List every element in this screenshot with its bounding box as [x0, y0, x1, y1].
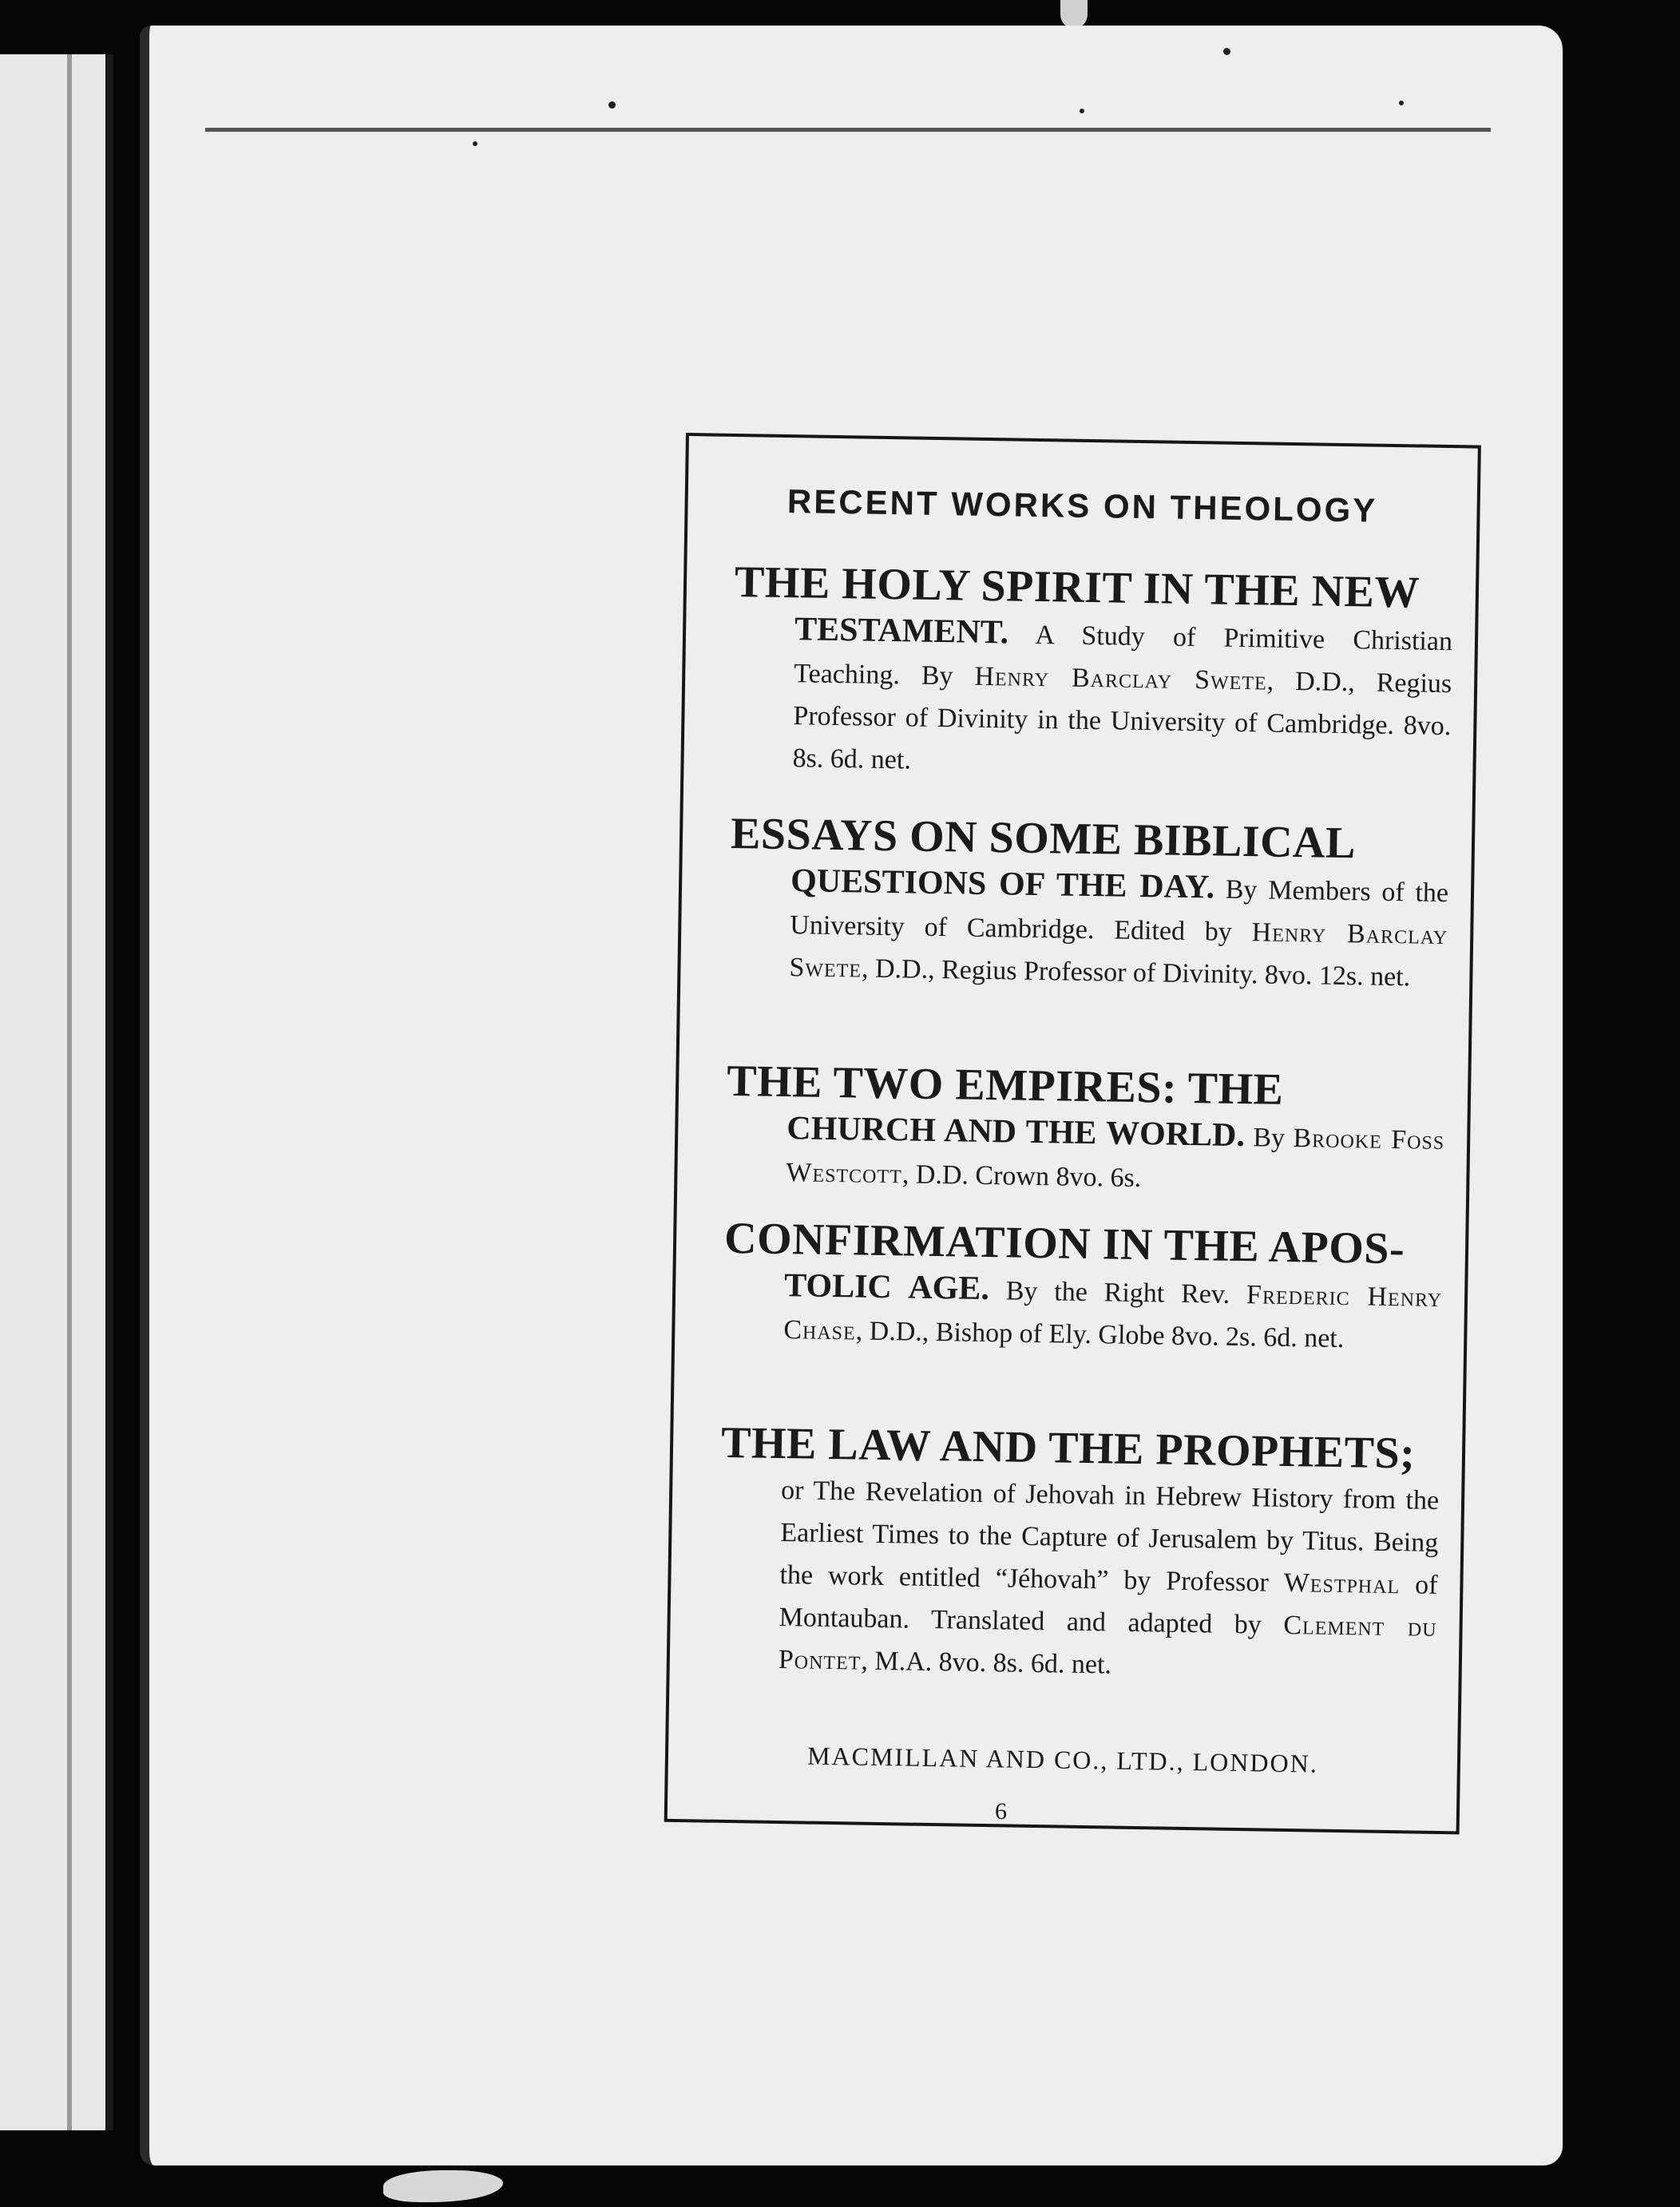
book-entry — [728, 808, 1449, 999]
book-author: Brooke Foss Westcott — [786, 1123, 1445, 1190]
book-title: ESSAYS ON SOME BIBLICAL — [730, 808, 1357, 869]
book-author: Henry Barclay Swete — [974, 661, 1267, 696]
book-entry — [717, 1417, 1440, 1691]
page-number: 6 — [995, 1798, 1007, 1825]
book-description: TOLIC AGE. By the Right Rev. Frederic Henry Chase, D.D., Bishop of Ely. Globe 8vo. 2s. 6d. net. — [783, 1267, 1443, 1354]
facing-page-edge — [0, 54, 113, 2130]
book-title: CONFIRMATION IN THE APOS- — [723, 1213, 1405, 1274]
book-subtitle: TESTAMENT. — [794, 611, 1009, 652]
book-description: TESTAMENT. A Study of Primitive Christian Teaching. By Henry Barclay Swete, D.D., Regius Professor of Divinity in the University of Cambridge. 8vo. 8s. 6d. net. — [792, 611, 1453, 775]
ad-heading: RECENT WORKS ON THEOLOGY — [787, 482, 1378, 529]
page — [140, 26, 1563, 2165]
advertisement-box — [664, 433, 1481, 1834]
book-entry — [731, 557, 1453, 790]
book-entry — [723, 1213, 1444, 1361]
book-description: CHURCH AND THE WORLD. By Brooke Foss Westcott, D.D. Crown 8vo. 6s. — [786, 1110, 1445, 1194]
book-subtitle: CHURCH AND THE WORLD. — [786, 1110, 1246, 1155]
top-edge-rule — [205, 128, 1491, 132]
book-description: or The Revelation of Jehovah in Hebrew History from the Earliest Times to the Capture of Jerusalem by Titus. Being the work entitled “Jéhovah” by Professor Westphal of Montauban. Translated and adapted by Clement du Pontet, M.A. 8vo. 8s. 6d. net. — [778, 1476, 1440, 1680]
paper-tear — [1060, 0, 1088, 29]
book-description: QUESTIONS OF THE DAY. By Members of the University of Cambridge. Edited by Henry Barclay Swete, D.D., Regius Professor of Divinity. 8vo. 12s. net. — [789, 862, 1449, 993]
book-translator: Clement du Pontet — [778, 1610, 1437, 1676]
smudge-mark — [383, 2170, 503, 2202]
book-author: Westphal — [1283, 1567, 1401, 1600]
book-author: Henry Barclay Swete — [789, 917, 1448, 984]
book-entry — [725, 1056, 1446, 1204]
book-subtitle: TOLIC AGE. — [783, 1267, 990, 1308]
book-author: Frederic Henry Chase — [783, 1280, 1443, 1346]
page-crease — [67, 54, 72, 2130]
book-title: THE HOLY SPIRIT IN THE NEW — [734, 557, 1420, 618]
book-subtitle: QUESTIONS OF THE DAY. — [790, 862, 1215, 906]
book-title: THE LAW AND THE PROPHETS; — [720, 1417, 1416, 1479]
book-title: THE TWO EMPIRES: THE — [726, 1056, 1284, 1115]
publisher-imprint: MACMILLAN AND CO., LTD., LONDON. — [806, 1741, 1319, 1778]
